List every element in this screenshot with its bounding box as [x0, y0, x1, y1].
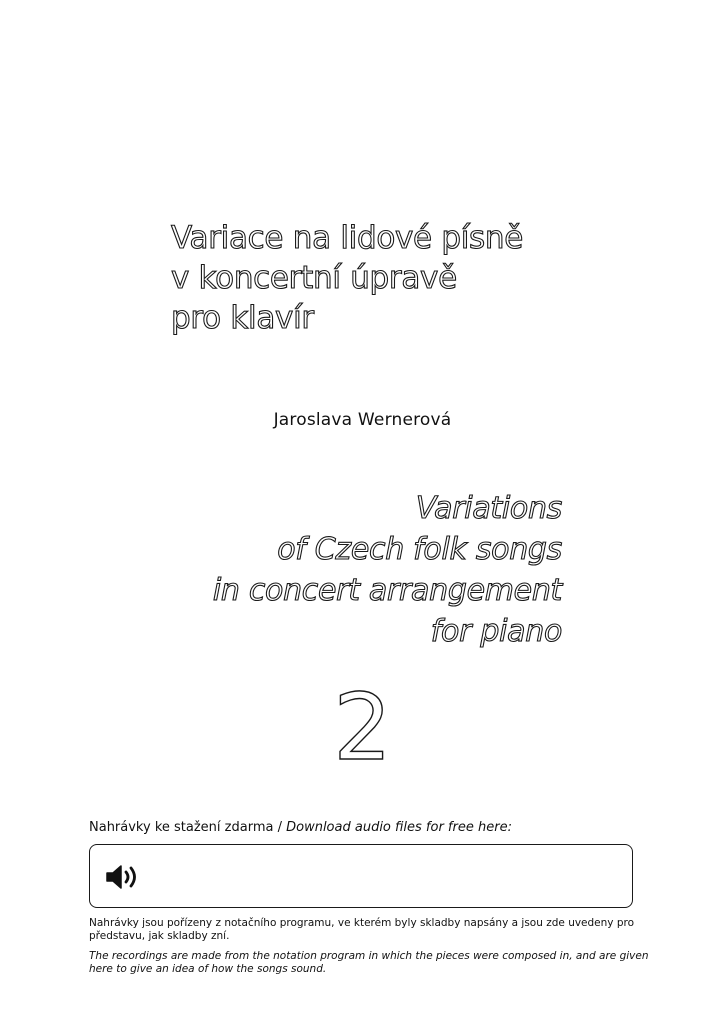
download-label-cz: Nahrávky ke stažení zdarma / [89, 820, 287, 835]
speaker-volume-icon[interactable] [104, 863, 142, 891]
czech-title-line-3: pro klavír [171, 300, 314, 336]
english-title-line-2: of Czech folk songs [277, 532, 562, 567]
czech-title [171, 218, 591, 338]
czech-title-line-2: v koncertní úpravě [171, 260, 457, 296]
audio-player-box[interactable] [89, 844, 633, 908]
english-title-line-1: Variations [415, 491, 562, 526]
english-title [142, 488, 562, 652]
download-label [89, 820, 512, 835]
english-title-line-4: for piano [430, 614, 562, 649]
volume-number: 2 [333, 674, 392, 781]
czech-title-line-1: Variace na lidové písně [171, 220, 524, 256]
note-english: The recordings are made from the notation program in which the pieces were composed in, and are given here to give an idea of how the songs sound. [89, 950, 649, 975]
download-label-en: Download audio files for free here: [286, 820, 512, 835]
english-title-line-3: in concert arrangement [212, 573, 562, 608]
author-name: Jaroslava Wernerová [273, 410, 452, 430]
note-czech: Nahrávky jsou pořízeny z notačního programu, ve kterém byly skladby napsány a jsou zde uvedeny pro představu, jak skladby zní. [89, 917, 635, 942]
